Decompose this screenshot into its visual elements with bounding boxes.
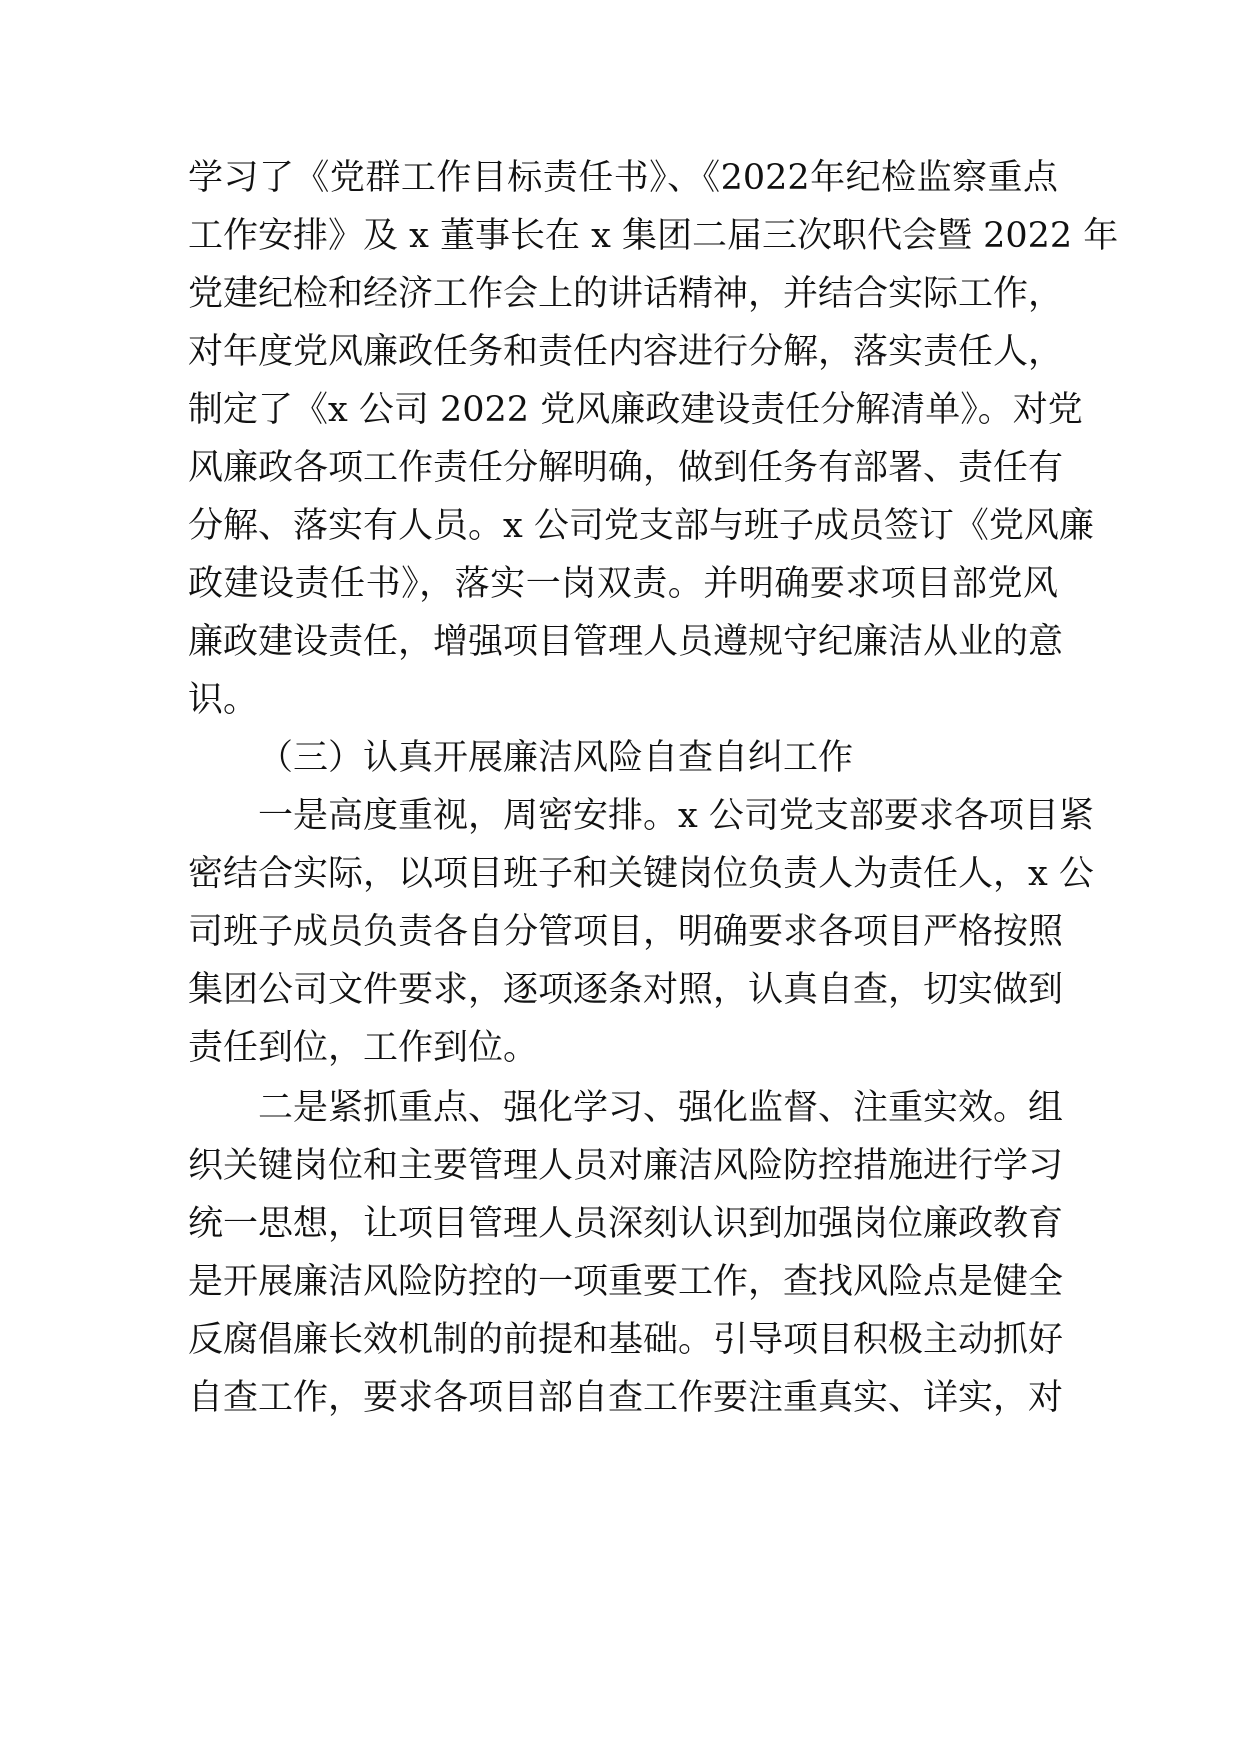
- paragraph-line: 自查工作，要求各项目部自查工作要注重真实、详实，对: [188, 1378, 1064, 1418]
- paragraph-line: 制定了《x 公司 2022 党风廉政建设责任分解清单》。对党: [188, 390, 1083, 430]
- paragraph-line: 识。: [188, 680, 259, 720]
- paragraph-line: 是开展廉洁风险防控的一项重要工作，查找风险点是健全: [188, 1262, 1064, 1302]
- paragraph-line: 二是紧抓重点、强化学习、强化监督、注重实效。组: [258, 1088, 1064, 1128]
- section-heading: （三）认真开展廉洁风险自查自纠工作: [258, 738, 854, 778]
- paragraph-line: 学习了《党群工作目标责任书》、《2022年纪检监察重点: [188, 158, 1058, 198]
- paragraph-line: 工作安排》及 x 董事长在 x 集团二届三次职代会暨 2022 年: [188, 216, 1119, 256]
- paragraph-line: 分解、落实有人员。x 公司党支部与班子成员签订《党风廉: [188, 506, 1094, 546]
- paragraph-line: 对年度党风廉政任务和责任内容进行分解，落实责任人，: [188, 332, 1064, 372]
- paragraph-line: 责任到位，工作到位。: [188, 1028, 539, 1068]
- paragraph-line: 织关键岗位和主要管理人员对廉洁风险防控措施进行学习: [188, 1146, 1064, 1186]
- paragraph-line: 反腐倡廉长效机制的前提和基础。引导项目积极主动抓好: [188, 1320, 1064, 1360]
- paragraph-line: 司班子成员负责各自分管项目，明确要求各项目严格按照: [188, 912, 1064, 952]
- paragraph-line: 密结合实际，以项目班子和关键岗位负责人为责任人，x 公: [188, 854, 1094, 894]
- paragraph-line: 集团公司文件要求，逐项逐条对照，认真自查，切实做到: [188, 970, 1064, 1010]
- paragraph-line: 统一思想，让项目管理人员深刻认识到加强岗位廉政教育: [188, 1204, 1064, 1244]
- paragraph-line: 一是高度重视，周密安排。x 公司党支部要求各项目紧: [258, 796, 1094, 836]
- paragraph-line: 政建设责任书》，落实一岗双责。并明确要求项目部党风: [188, 564, 1058, 604]
- paragraph-line: 风廉政各项工作责任分解明确，做到任务有部署、责任有: [188, 448, 1064, 488]
- paragraph-line: 党建纪检和经济工作会上的讲话精神，并结合实际工作，: [188, 274, 1064, 314]
- paragraph-line: 廉政建设责任，增强项目管理人员遵规守纪廉洁从业的意: [188, 622, 1064, 662]
